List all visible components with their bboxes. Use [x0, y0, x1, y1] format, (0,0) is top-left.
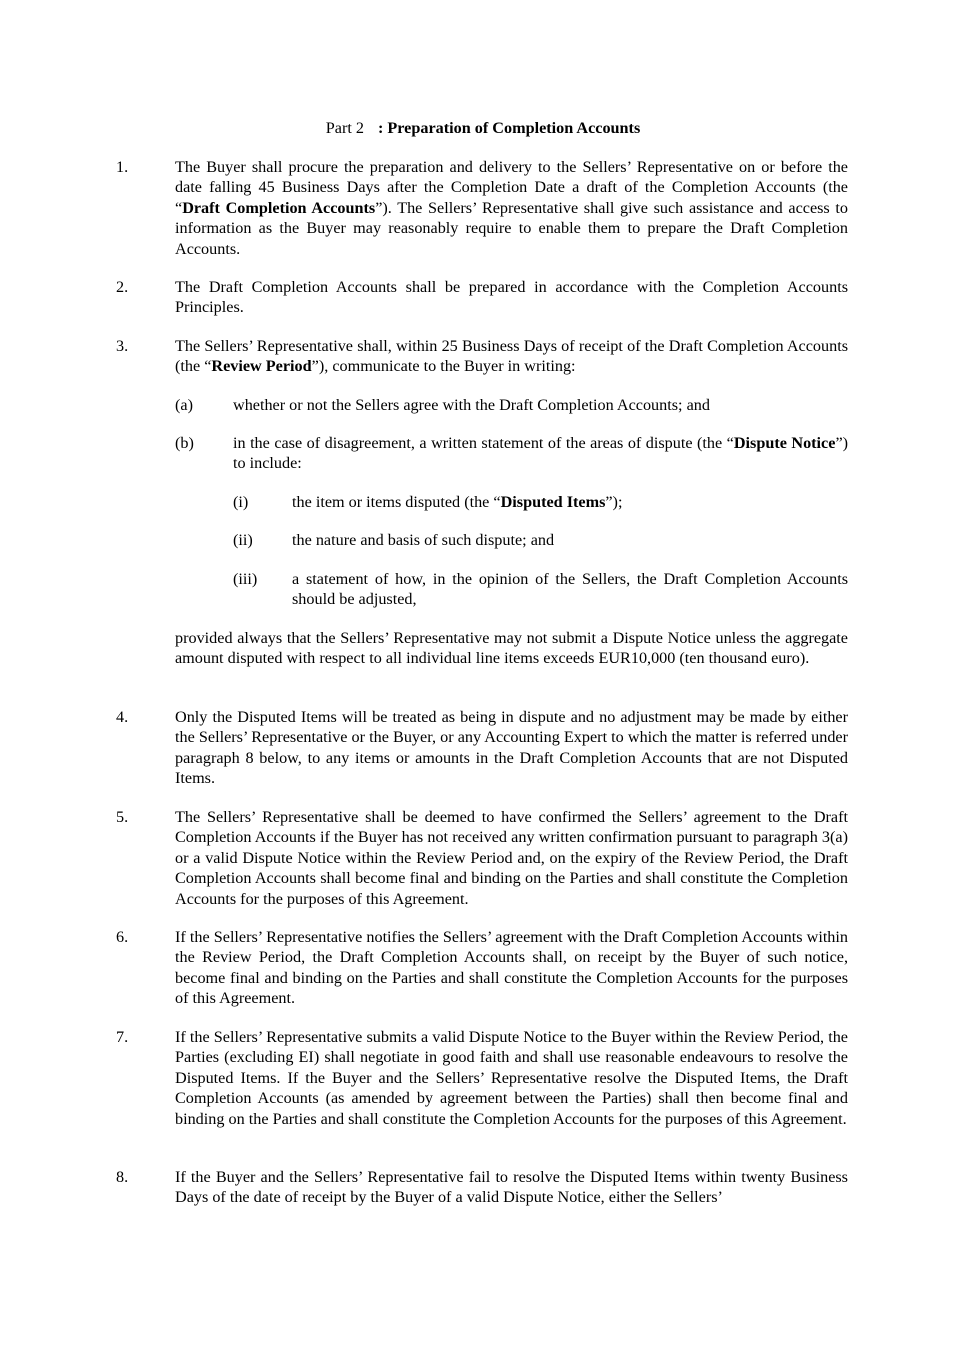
- subsubparagraph-text: [292, 492, 848, 512]
- paragraph-text: If the Buyer and the Sellers’ Representative fail to resolve the Disputed Items within twenty Business Days of the date of receipt by the Buyer of a valid Dispute Notice, either the Sellers’: [175, 1168, 848, 1207]
- subparagraph-number: (a): [175, 396, 193, 414]
- paragraph-text: The Sellers’ Representative shall be deemed to have confirmed the Sellers’ agreement to the Draft Completion Accounts if the Buyer has not received any written confirmation pursuant to paragraph 3(a) or a valid Dispute Notice within the Review Period and, on the expiry of the Review Period, the Draft Completion Accounts shall become final and binding on the Parties and shall constitute the Completion Accounts for the purposes of this Agreement.: [175, 808, 848, 908]
- text-run: in the case of disagreement, a written statement of the areas of dispute (the “: [233, 434, 734, 452]
- paragraph-text: If the Sellers’ Representative submits a valid Dispute Notice to the Buyer within the Review Period, the Parties (excluding EI) shall negotiate in good faith and shall use reasonable endeavours to resolve the Disputed Items. If the Buyer and the Sellers’ Representative resolve the Disputed Items, the Draft Completion Accounts (as amended by agreement between the Parties) shall then become final and binding on the Parties and shall constitute the Completion Accounts for the purposes of this Agreement.: [175, 1028, 848, 1128]
- paragraph-number: 3.: [116, 337, 129, 355]
- paragraph-text: Only the Disputed Items will be treated as being in dispute and no adjustment may be made by either the Sellers’ Representative or the Buyer, or any Accounting Expert to which the matter is referred under paragraph 8 below, to any items or amounts in the Draft Completion Accounts that are not Disputed Items.: [175, 708, 848, 788]
- part-title: : Preparation of Completion Accounts: [377, 119, 641, 137]
- defined-term: Dispute Notice: [733, 434, 836, 452]
- paragraph-text: [175, 157, 848, 259]
- text-run: ”). The Sellers’ Representative shall give such assistance and access to information as the Buyer may reasonably require to enable them to prepare the Draft Completion Accounts.: [175, 198, 848, 258]
- paragraph-number: 5.: [116, 808, 129, 826]
- subparagraph-text: [233, 433, 848, 474]
- defined-term: Draft Completion Accounts: [182, 198, 376, 217]
- text-run: ”), communicate to the Buyer in writing:: [311, 357, 576, 376]
- paragraph-number: 8.: [116, 1168, 129, 1186]
- text-run: The Sellers’ Representative shall, within 25 Business Days of receipt of the Draft Completion Accounts (the “: [175, 337, 848, 376]
- paragraph-text: [175, 336, 848, 377]
- paragraph-number: 6.: [116, 928, 129, 946]
- proviso-text: provided always that the Sellers’ Representative may not submit a Dispute Notice unless the aggregate amount disputed with respect to all individual line items exceeds EUR10,000 (ten thousand euro).: [175, 629, 848, 668]
- subparagraph-number: (b): [175, 434, 194, 452]
- subsubparagraph-number: (i): [233, 493, 249, 511]
- text-run: ”) to include:: [233, 434, 849, 473]
- paragraph-number: 4.: [116, 708, 129, 726]
- paragraph-number: 2.: [116, 278, 129, 296]
- paragraph-text: The Draft Completion Accounts shall be prepared in accordance with the Completion Accounts Principles.: [175, 278, 848, 317]
- part-heading: [0, 118, 966, 138]
- subsubparagraph-text: the nature and basis of such dispute; and: [292, 531, 555, 549]
- paragraph-number: 1.: [116, 158, 129, 176]
- subsubparagraph-number: (ii): [233, 531, 253, 549]
- text-run: The Buyer shall procure the preparation and delivery to the Sellers’ Representative on or before the date falling 45 Business Days after the Completion Date a draft of the Completion Accounts (the “: [175, 158, 848, 217]
- subparagraph-text: whether or not the Sellers agree with the Draft Completion Accounts; and: [233, 396, 710, 414]
- paragraph-text: If the Sellers’ Representative notifies the Sellers’ agreement with the Draft Completion Accounts within the Review Period, the Draft Completion Accounts shall, on receipt by the Buyer of such notice, become final and binding on the Parties and shall constitute the Completion Accounts for the purposes of this Agreement.: [175, 928, 848, 1008]
- part-label: Part 2: [325, 119, 364, 137]
- text-run: ”);: [605, 493, 623, 511]
- subsubparagraph-number: (iii): [233, 570, 258, 588]
- defined-term: Review Period: [211, 357, 312, 376]
- text-run: the item or items disputed (the “: [292, 493, 501, 511]
- subsubparagraph-text: a statement of how, in the opinion of the Sellers, the Draft Completion Accounts should be adjusted,: [292, 570, 848, 609]
- defined-term: Disputed Items: [500, 493, 606, 511]
- paragraph-number: 7.: [116, 1028, 129, 1046]
